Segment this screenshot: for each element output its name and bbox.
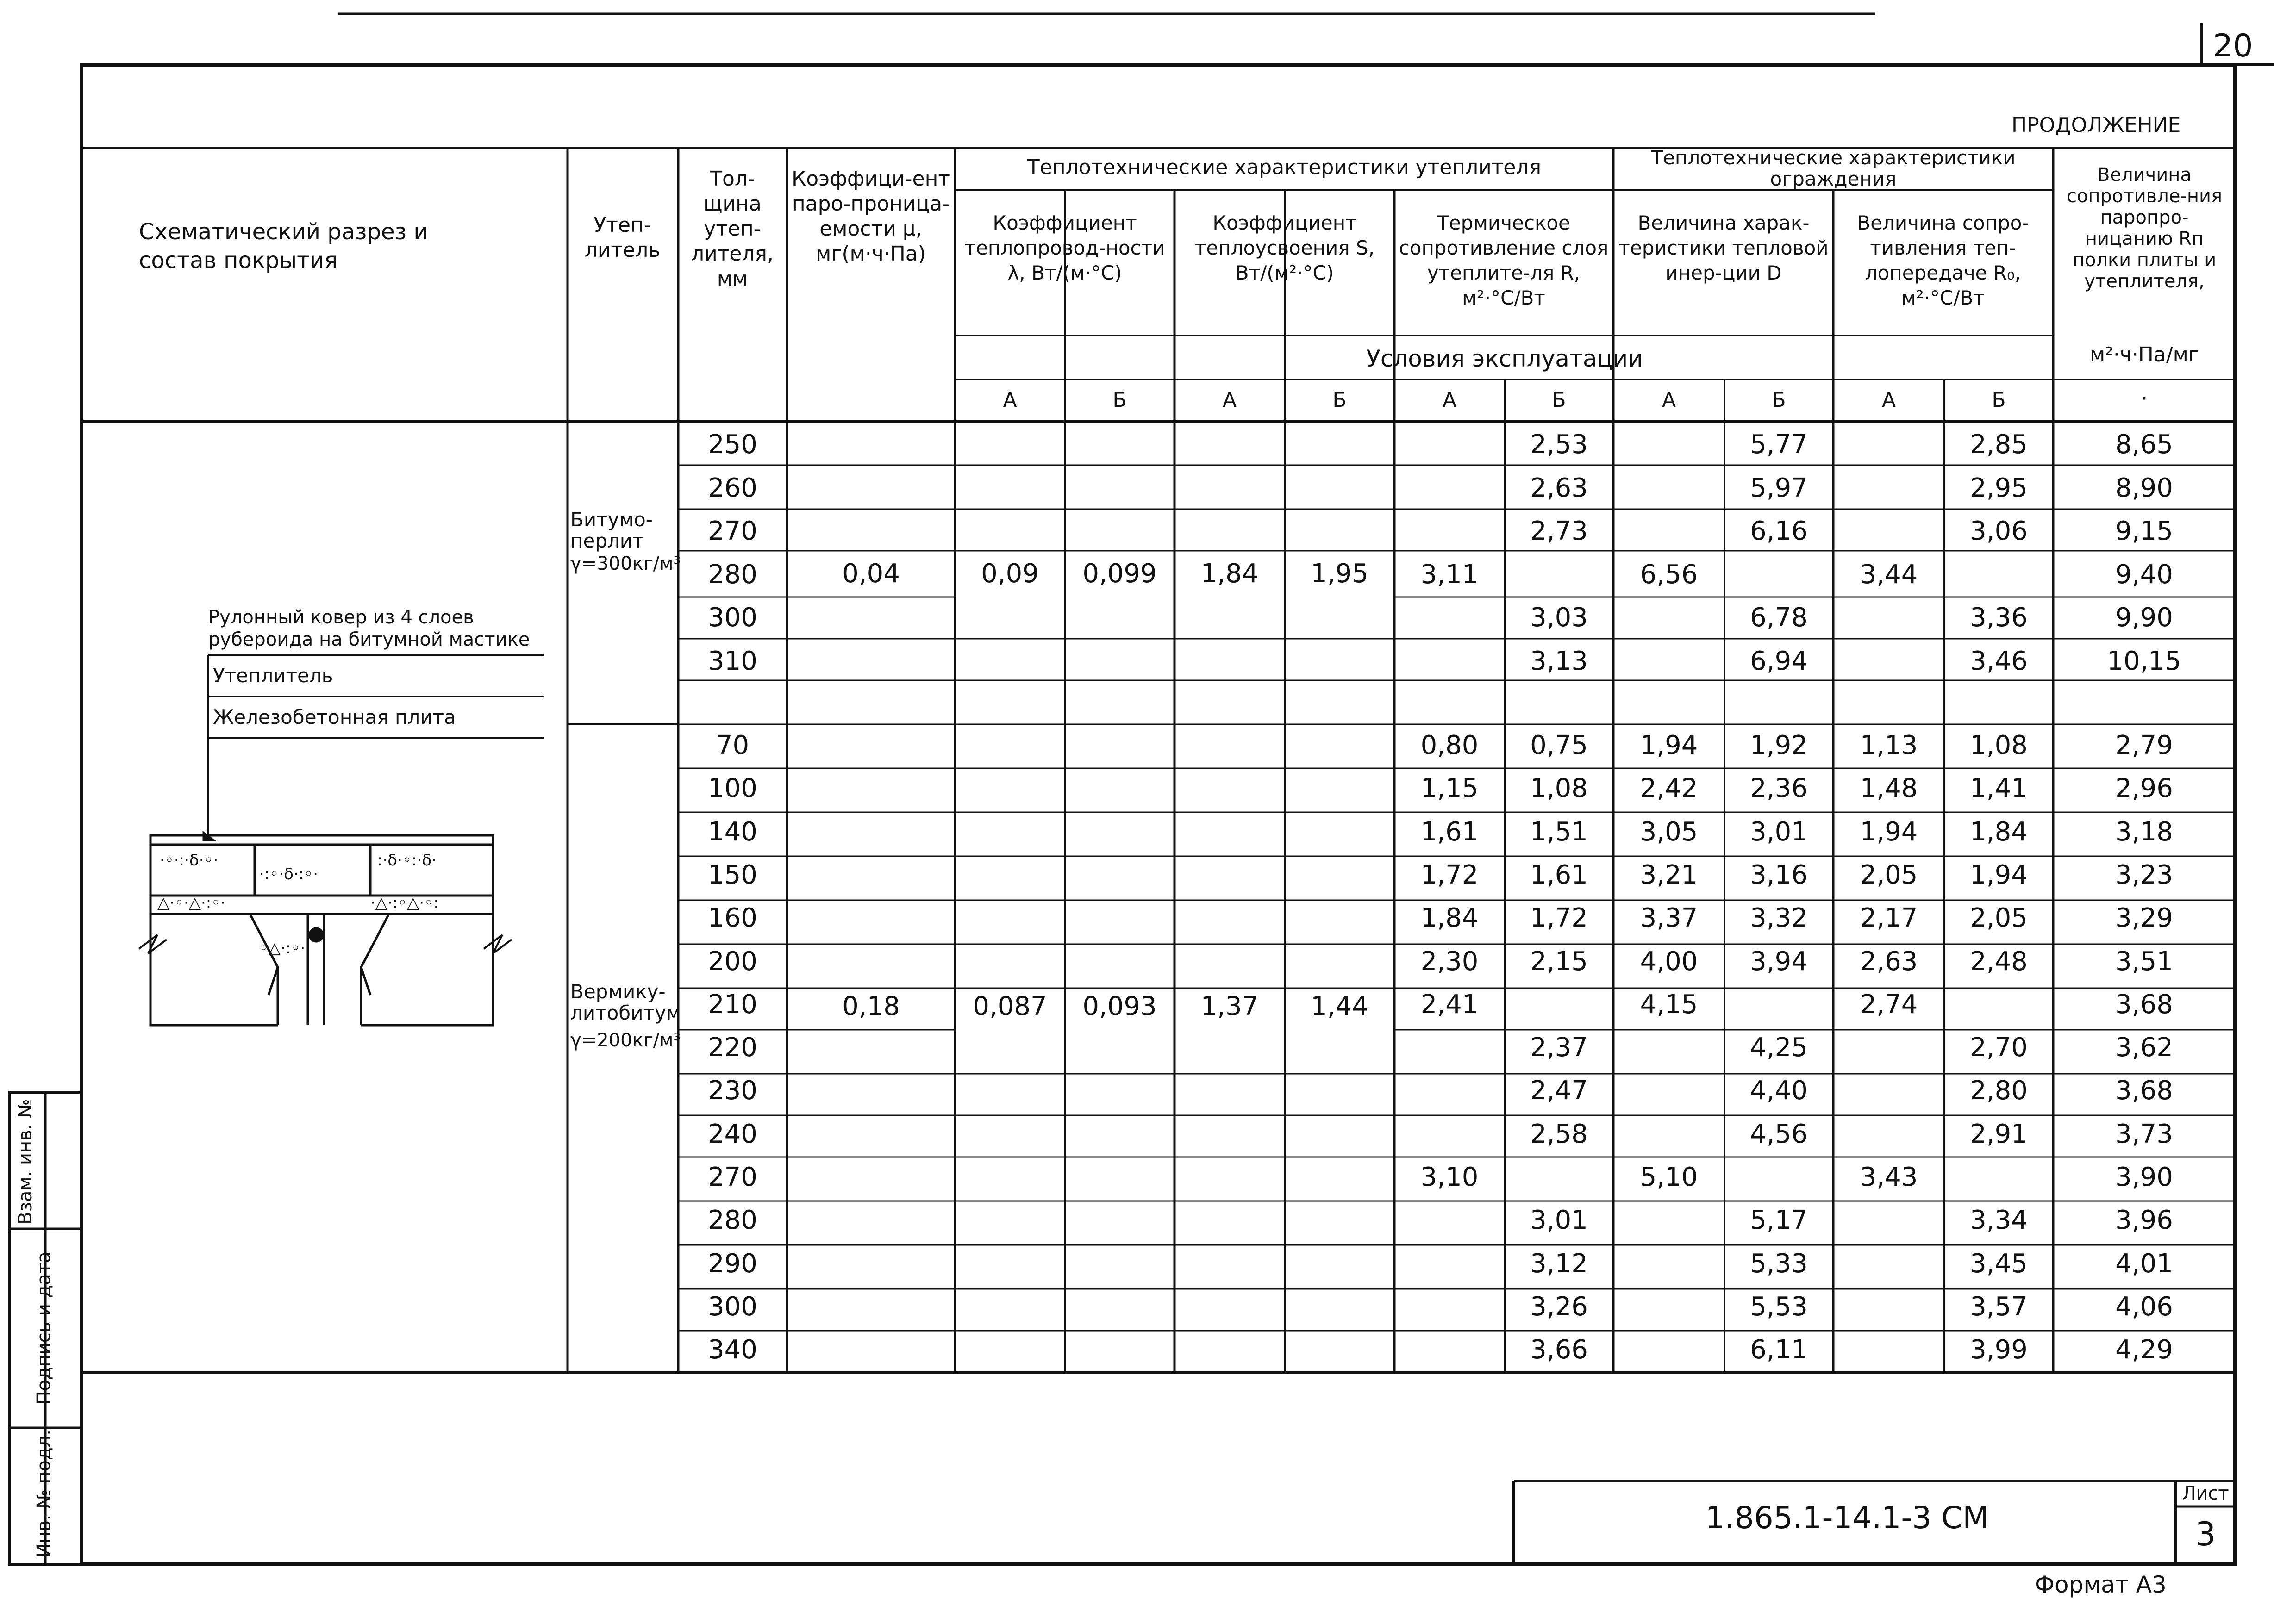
group2-row-5-ra: 2,30 — [1420, 946, 1479, 977]
group2-row-5-rp: 3,51 — [2115, 946, 2173, 977]
group1-row-3-ra: 3,11 — [1420, 559, 1479, 590]
group1-row-2-db: 6,16 — [1750, 516, 1808, 546]
group1-row-1-rp: 8,90 — [2115, 473, 2173, 503]
group1-row-5-rp: 10,15 — [2107, 646, 2181, 676]
group2-row-3-t: 150 — [708, 859, 757, 890]
group2-row-13-rb: 3,26 — [1530, 1291, 1588, 1322]
group2-row-8-r0b: 2,80 — [1970, 1076, 2028, 1106]
group2-row-3-r0b: 1,94 — [1970, 859, 2028, 890]
header-group-insulation: Теплотехнические характеристики утеплителя — [1027, 156, 1542, 179]
drawing-code: 1.865.1-14.1-3 СМ — [1705, 1500, 1989, 1536]
group2-row-14-rb: 3,66 — [1530, 1335, 1588, 1365]
group2-row-4-db: 3,32 — [1750, 903, 1808, 933]
group1-row-3-da: 6,56 — [1640, 559, 1698, 590]
group2-s-a: 1,37 — [1200, 991, 1259, 1021]
header-inertia: Величина харак-теристики тепловой инер-ции D — [1618, 212, 1829, 284]
group2-row-10-rp: 3,90 — [2115, 1162, 2173, 1192]
sheet-label: Лист — [2182, 1483, 2229, 1504]
group2-row-1-r0b: 1,41 — [1970, 773, 2028, 804]
group1-lambda-b: 0,099 — [1082, 559, 1157, 589]
col-b-lambda: Б — [1112, 388, 1127, 412]
group2-row-0-da: 1,94 — [1640, 730, 1698, 760]
group1-row-4-rp: 9,90 — [2115, 603, 2173, 633]
group2-row-0-t: 70 — [716, 730, 750, 760]
group2-row-13-t: 300 — [708, 1291, 757, 1322]
group2-insulation-name: Вермику-литобитум — [570, 980, 681, 1024]
group2-row-4-t: 160 — [708, 903, 757, 933]
group2-row-11-r0b: 3,34 — [1970, 1205, 2028, 1236]
header-heat-transfer: Величина сопро-тивления теп-лопередаче R₀, м²·°С/Вт — [1857, 212, 2029, 309]
stamp-inv-orig: Инв. № подл. — [33, 1430, 55, 1557]
group2-row-2-rb: 1,51 — [1530, 816, 1588, 847]
group2-row-5-da: 4,00 — [1640, 946, 1698, 977]
col-a-d: А — [1662, 388, 1676, 412]
group2-row-11-rp: 3,96 — [2115, 1205, 2173, 1236]
group2-row-12-r0b: 3,45 — [1970, 1248, 2028, 1279]
group2-row-5-r0a: 2,63 — [1860, 946, 1918, 977]
col-b-d: Б — [1772, 388, 1786, 412]
group2-row-2-rp: 3,18 — [2115, 816, 2173, 847]
group1-row-3-rp: 9,40 — [2115, 559, 2173, 590]
col-b-s: Б — [1332, 388, 1347, 412]
group1-s-b: 1,95 — [1311, 559, 1368, 589]
group2-row-9-t: 240 — [708, 1119, 757, 1149]
group2-row-0-rb: 0,75 — [1530, 730, 1588, 760]
group2-row-7-db: 4,25 — [1750, 1033, 1808, 1063]
group1-row-0-rb: 2,53 — [1530, 429, 1588, 460]
group2-row-6-da: 4,15 — [1640, 989, 1698, 1020]
header-vapor-resistance: Величина сопротивле-ния паропро-ницанию Rп полки плиты и утеплителя, — [2066, 164, 2223, 292]
group2-row-4-da: 3,37 — [1640, 903, 1698, 933]
stamp-sign-date: Подпись и дата — [33, 1251, 55, 1405]
group1-row-4-db: 6,78 — [1750, 603, 1808, 633]
group1-row-5-db: 6,94 — [1750, 646, 1808, 676]
header-dot: · — [2141, 387, 2148, 411]
group2-row-7-rp: 3,62 — [2115, 1033, 2173, 1063]
group1-row-0-rp: 8,65 — [2115, 429, 2173, 460]
group2-row-3-ra: 1,72 — [1420, 859, 1479, 890]
group2-row-7-t: 220 — [708, 1033, 757, 1063]
header-conductivity: Коэффициент теплопровод-ности λ, Вт/(м·°С) — [964, 212, 1165, 284]
group2-row-9-rb: 2,58 — [1530, 1119, 1588, 1149]
stamp-inv-repl: Взам. инв. № — [15, 1099, 36, 1225]
group2-row-13-r0b: 3,57 — [1970, 1291, 2028, 1322]
group2-row-10-r0a: 3,43 — [1860, 1162, 1918, 1192]
svg-text:◦△·:◦·: ◦△·:◦· — [259, 939, 306, 958]
group1-row-1-t: 260 — [708, 473, 757, 503]
svg-text:·◦·:·δ·◦·: ·◦·:·δ·◦· — [160, 851, 219, 870]
group2-row-14-rp: 4,29 — [2115, 1335, 2173, 1365]
svg-text:·△·:◦△·◦:: ·△·:◦△·◦: — [370, 894, 439, 912]
group2-row-6-r0a: 2,74 — [1860, 989, 1918, 1020]
svg-text:·:◦·δ·:◦·: ·:◦·δ·:◦· — [259, 865, 319, 884]
group2-row-11-t: 280 — [708, 1205, 757, 1236]
group1-row-2-t: 270 — [708, 516, 757, 546]
group1-row-5-rb: 3,13 — [1530, 646, 1588, 676]
group1-density: γ=300кг/м³ — [570, 553, 681, 574]
group2-row-4-rp: 3,29 — [2115, 903, 2173, 933]
group2-row-6-ra: 2,41 — [1420, 989, 1479, 1020]
group2-row-5-rb: 2,15 — [1530, 946, 1588, 977]
group2-row-9-rp: 3,73 — [2115, 1119, 2173, 1149]
layer-slab-label: Железобетонная плита — [213, 706, 456, 728]
group2-row-12-t: 290 — [708, 1248, 757, 1279]
group1-row-0-db: 5,77 — [1750, 429, 1808, 460]
layer-roofing-label: Рулонный ковер из 4 слоев рубероида на битумной мастике — [208, 607, 530, 650]
svg-text::·δ·◦:·δ·: :·δ·◦:·δ· — [377, 851, 437, 870]
header-insulation: Утеп-литель — [584, 213, 661, 262]
group2-row-0-db: 1,92 — [1750, 730, 1808, 760]
group2-row-10-da: 5,10 — [1640, 1162, 1698, 1192]
group2-row-8-t: 230 — [708, 1076, 757, 1106]
group1-s-a: 1,84 — [1200, 559, 1259, 589]
col-b-r0: Б — [1992, 388, 2006, 412]
group1-row-5-t: 310 — [708, 646, 757, 676]
group2-s-b: 1,44 — [1311, 991, 1368, 1021]
group2-lambda-a: 0,087 — [973, 991, 1047, 1021]
header-conditions: Условия эксплуатации — [1366, 345, 1643, 372]
svg-text:△·◦·△·:◦·: △·◦·△·:◦· — [157, 894, 226, 912]
group2-row-1-db: 2,36 — [1750, 773, 1808, 804]
group2-row-0-ra: 0,80 — [1420, 730, 1479, 760]
format-label: Формат А3 — [2035, 1571, 2167, 1598]
col-a-r: А — [1442, 388, 1457, 412]
header-thickness: Тол-щина утеп-лителя, мм — [691, 167, 774, 291]
layer-insulation-label: Утеплитель — [213, 664, 333, 687]
col-a-r0: А — [1881, 388, 1896, 412]
group2-row-3-db: 3,16 — [1750, 859, 1808, 890]
group2-row-10-t: 270 — [708, 1162, 757, 1192]
col-b-r: Б — [1552, 388, 1566, 412]
group1-vapor-coef: 0,04 — [842, 559, 900, 589]
group2-row-11-rb: 3,01 — [1530, 1205, 1588, 1236]
header-vapor-resistance-unit: м²·ч·Па/мг — [2090, 343, 2199, 367]
continuation-label: ПРОДОЛЖЕНИЕ — [2012, 113, 2181, 137]
group2-row-3-rb: 1,61 — [1530, 859, 1588, 890]
group2-row-2-t: 140 — [708, 816, 757, 847]
group2-row-6-t: 210 — [708, 989, 757, 1020]
group2-row-14-r0b: 3,99 — [1970, 1335, 2028, 1365]
header-scheme: Схематический разрез и состав покрытия — [139, 219, 428, 274]
group2-row-1-r0a: 1,48 — [1860, 773, 1918, 804]
group2-row-8-rp: 3,68 — [2115, 1076, 2173, 1106]
sheet-number: 3 — [2195, 1515, 2216, 1553]
group2-row-7-r0b: 2,70 — [1970, 1033, 2028, 1063]
group2-row-4-rb: 1,72 — [1530, 903, 1588, 933]
group1-insulation-name: Битумо-перлит — [570, 508, 653, 552]
group2-row-5-t: 200 — [708, 946, 757, 977]
group2-row-2-r0a: 1,94 — [1860, 816, 1918, 847]
group1-row-1-rb: 2,63 — [1530, 473, 1588, 503]
group2-lambda-b: 0,093 — [1082, 991, 1157, 1021]
group1-row-4-t: 300 — [708, 603, 757, 633]
group2-row-5-r0b: 2,48 — [1970, 946, 2028, 977]
group1-row-5-r0b: 3,46 — [1970, 646, 2028, 676]
group2-row-3-r0a: 2,05 — [1860, 859, 1918, 890]
group1-row-0-r0b: 2,85 — [1970, 429, 2028, 460]
group2-row-3-da: 3,21 — [1640, 859, 1698, 890]
group2-density: γ=200кг/м³ — [570, 1030, 681, 1051]
group1-row-1-db: 5,97 — [1750, 473, 1808, 503]
group2-row-11-db: 5,17 — [1750, 1205, 1808, 1236]
group1-row-3-t: 280 — [708, 559, 757, 590]
sheet-corner-number: 20 — [2213, 28, 2253, 64]
group2-row-7-rb: 2,37 — [1530, 1033, 1588, 1063]
group1-row-2-r0b: 3,06 — [1970, 516, 2028, 546]
group2-row-1-ra: 1,15 — [1420, 773, 1479, 804]
group1-row-2-rp: 9,15 — [2115, 516, 2173, 546]
group2-row-2-db: 3,01 — [1750, 816, 1808, 847]
group1-row-4-rb: 3,03 — [1530, 603, 1588, 633]
group2-row-12-rp: 4,01 — [2115, 1248, 2173, 1279]
group2-row-1-da: 2,42 — [1640, 773, 1698, 804]
group2-row-8-rb: 2,47 — [1530, 1076, 1588, 1106]
group2-row-3-rp: 3,23 — [2115, 859, 2173, 890]
group2-row-12-db: 5,33 — [1750, 1248, 1808, 1279]
group2-row-14-t: 340 — [708, 1335, 757, 1365]
group2-row-1-rb: 1,08 — [1530, 773, 1588, 804]
group1-row-1-r0b: 2,95 — [1970, 473, 2028, 503]
group2-row-13-rp: 4,06 — [2115, 1291, 2173, 1322]
group2-row-13-db: 5,53 — [1750, 1291, 1808, 1322]
col-a-lambda: А — [1003, 388, 1017, 412]
group1-lambda-a: 0,09 — [981, 559, 1039, 589]
group2-row-6-rp: 3,68 — [2115, 989, 2173, 1020]
group2-row-9-db: 4,56 — [1750, 1119, 1808, 1149]
group2-row-4-ra: 1,84 — [1420, 903, 1479, 933]
col-a-s: А — [1222, 388, 1237, 412]
header-group-fence: Теплотехнические характеристики ограждения — [1651, 146, 2016, 190]
group1-row-3-r0a: 3,44 — [1860, 559, 1918, 590]
group2-row-0-r0b: 1,08 — [1970, 730, 2028, 760]
group2-row-5-db: 3,94 — [1750, 946, 1808, 977]
group2-row-1-t: 100 — [708, 773, 757, 804]
group2-row-2-ra: 1,61 — [1420, 816, 1479, 847]
group2-row-2-r0b: 1,84 — [1970, 816, 2028, 847]
header-absorption: Коэффициент теплоусвоения S, Вт/(м²·°С) — [1195, 212, 1374, 284]
group2-row-0-r0a: 1,13 — [1860, 730, 1918, 760]
group2-row-12-rb: 3,12 — [1530, 1248, 1588, 1279]
header-thermal-resistance: Термическое сопротивление слоя утеплите-ля R, м²·°С/Вт — [1399, 212, 1609, 309]
group2-row-2-da: 3,05 — [1640, 816, 1698, 847]
header-vapor-coef: Коэффици-ент паро-проница-емости μ, мг(м·ч·Па) — [791, 167, 950, 266]
group2-row-0-rp: 2,79 — [2115, 730, 2173, 760]
group2-row-14-db: 6,11 — [1750, 1335, 1808, 1365]
group2-row-8-db: 4,40 — [1750, 1076, 1808, 1106]
group2-row-9-r0b: 2,91 — [1970, 1119, 2028, 1149]
group2-vapor-coef: 0,18 — [842, 991, 900, 1021]
group2-row-4-r0a: 2,17 — [1860, 903, 1918, 933]
group1-row-2-rb: 2,73 — [1530, 516, 1588, 546]
group1-row-0-t: 250 — [708, 429, 757, 460]
group2-row-4-r0b: 2,05 — [1970, 903, 2028, 933]
group1-row-4-r0b: 3,36 — [1970, 603, 2028, 633]
group2-row-10-ra: 3,10 — [1420, 1162, 1479, 1192]
group2-row-1-rp: 2,96 — [2115, 773, 2173, 804]
